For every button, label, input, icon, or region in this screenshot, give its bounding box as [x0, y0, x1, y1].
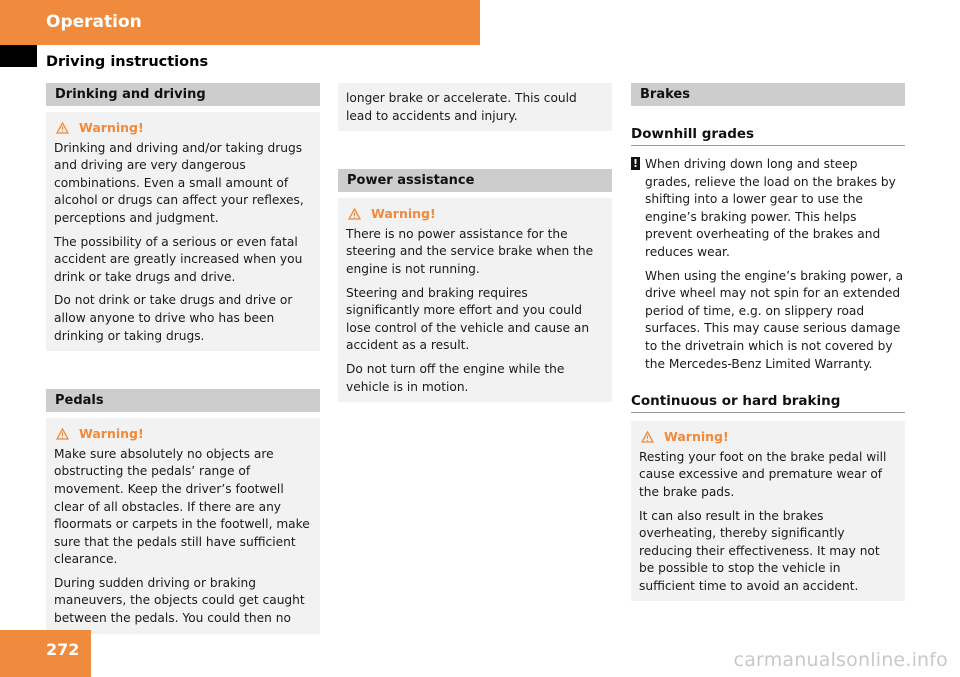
- paragraph: Drinking and driving and/or taking drugs and driving are very dangerous combinations. Even a small amount of alcohol or drugs can affect your reflexes, perceptions and judgment.: [54, 140, 304, 225]
- notice-icon: !: [632, 157, 639, 170]
- continuous-braking-heading: Continuous or hard braking: [631, 393, 905, 413]
- paragraph: There is no power assistance for the steering and the service brake when the engine is not running.: [346, 226, 594, 276]
- downhill-note: [631, 156, 905, 373]
- paragraph: When using the engine’s braking power, a drive wheel may not spin for an extended period of time, e.g. on slippery road surfaces. This may cause serious damage to the drivetrain which is not covered by the Mercedes-Benz Limited Warranty.: [645, 268, 904, 371]
- paragraph: It can also result in the brakes overheating, thereby significantly reducing their effectiveness. It may not be possible to stop the vehicle in sufficient time to avoid an accident.: [639, 508, 880, 593]
- paragraph: Do not drink or take drugs and drive or allow anyone to drive who has been drinking or taking drugs.: [54, 293, 293, 343]
- section-header: [0, 0, 480, 45]
- column-right: [631, 83, 905, 601]
- pedals-warning-box: [46, 418, 320, 634]
- downhill-heading: Downhill grades: [631, 126, 905, 146]
- paragraph: Resting your foot on the brake pedal will cause excessive and premature wear of the brake pads.: [639, 449, 887, 499]
- warning-triangle-icon: [56, 428, 69, 440]
- paragraph: During sudden driving or braking maneuvers, the objects could get caught between the pedals. You could then no: [54, 575, 305, 626]
- watermark: carmanualsonline.info: [733, 649, 948, 671]
- paragraph: Do not turn off the engine while the vehicle is in motion.: [346, 361, 565, 394]
- column-middle: [338, 83, 612, 402]
- warning-triangle-icon: [641, 431, 654, 443]
- paragraph: The possibility of a serious or even fatal accident are greatly increased when you drink or take drugs and drive.: [54, 234, 303, 284]
- pedals-warning-continuation: [338, 83, 612, 131]
- warning-heading: Warning!: [639, 428, 898, 446]
- paragraph: Steering and braking requires significantly more effort and you could lose control of the vehicle and cause an accident as a result.: [346, 285, 590, 353]
- warning-triangle-icon: [348, 208, 361, 220]
- drinking-section-title: Drinking and driving: [46, 83, 320, 106]
- braking-warning-box: [631, 421, 905, 601]
- drinking-warning-box: [46, 112, 320, 351]
- power-section-title: Power assistance: [338, 169, 612, 192]
- warning-heading: Warning!: [54, 425, 313, 443]
- paragraph: Make sure absolutely no objects are obstructing the pedals’ range of movement. Keep the driver’s footwell clear of all obstacles. If there are any floormats or carpets in the footwell, make sure that the pedals still have sufficient clearance.: [54, 446, 310, 567]
- paragraph: When driving down long and steep grades, relieve the load on the brakes by shifting into a lower gear to use the engine’s braking power. This helps prevent overheating of the brakes and reduces wear.: [645, 157, 896, 259]
- brakes-section-title: Brakes: [631, 83, 905, 106]
- subsection-title: Driving instructions: [46, 54, 209, 70]
- section-title: Operation: [46, 12, 142, 32]
- warning-heading: Warning!: [54, 119, 313, 137]
- warning-triangle-icon: [56, 122, 69, 134]
- power-warning-box: [338, 198, 612, 402]
- header-marker: [0, 45, 37, 67]
- warning-heading: Warning!: [346, 205, 605, 223]
- column-left: [46, 83, 320, 634]
- paragraph: longer brake or accelerate. This could lead to accidents and injury.: [346, 91, 577, 123]
- page-number: 272: [0, 630, 91, 677]
- pedals-section-title: Pedals: [46, 389, 320, 412]
